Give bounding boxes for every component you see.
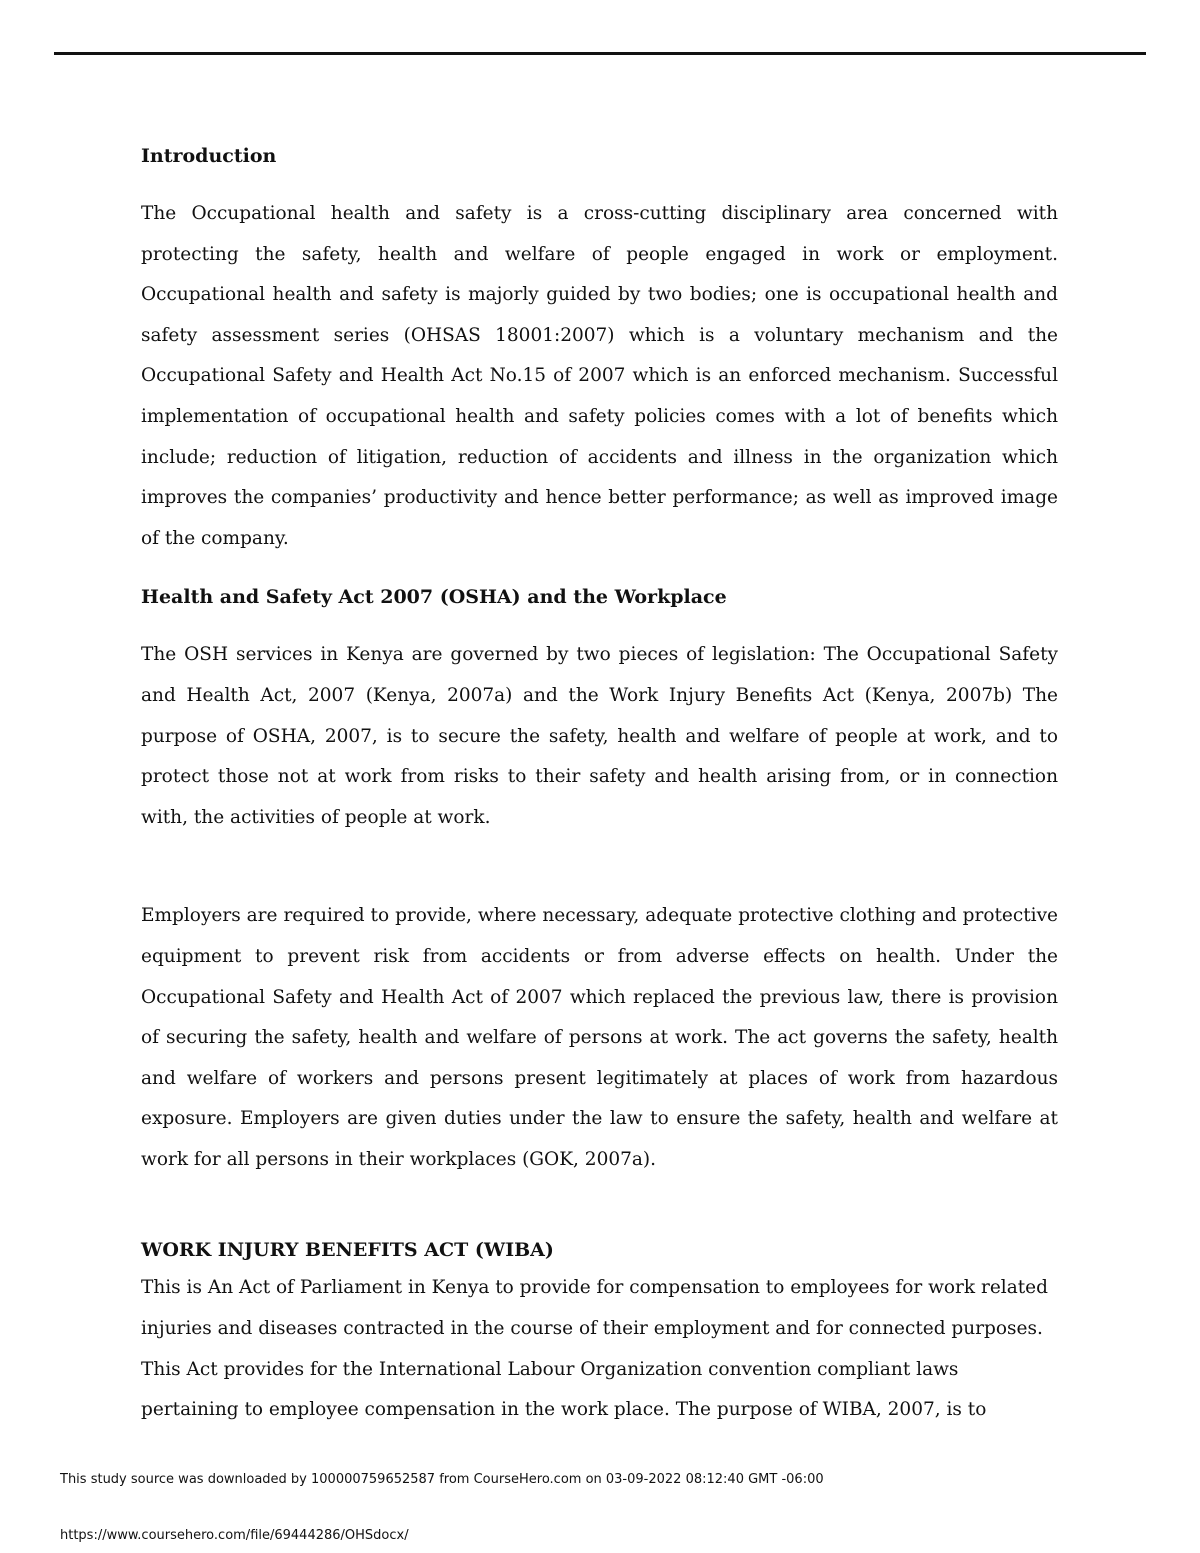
paragraph-employers: Employers are required to provide, where necessary, adequate protective clothing and protective equipment to prevent risk from accidents or from adverse effects on health. Under the Occupational Safety and Health Act of 2007 which replaced the previous law, there is provision of securing the safety, health and welfare of persons at work. The act governs the safety, health and welfare of workers and persons present legitimately at places of work from hazardous exposure. Employers are given duties under the law to ensure the safety, health and welfare at work for all persons in their workplaces (GOK, 2007a).	[141, 905, 1058, 1170]
heading-osha: Health and Safety Act 2007 (OSHA) and the Workplace	[141, 586, 727, 609]
top-rule	[54, 52, 1146, 55]
paragraph-osh-services: The OSH services in Kenya are governed by two pieces of legislation: The Occupational Safety and Health Act, 2007 (Kenya, 2007a) and the Work Injury Benefits Act (Kenya, 2007b) The purpose of OSHA, 2007, is to secure the safety, health and welfare of people at work, and to protect those not at work from risks to their safety and health arising from, or in connection with, the activities of people at work.	[141, 644, 1058, 828]
paragraph-wiba: This is An Act of Parliament in Kenya to provide for compensation to employees for work related injuries and diseases contracted in the course of their employment and for connected purposes. This Act provides for the International Labour Organization convention compliant laws pertaining to employee compensation in the work place. The purpose of WIBA, 2007, is to	[141, 1277, 1048, 1421]
heading-introduction: Introduction	[141, 145, 277, 167]
footer-source-note: This study source was downloaded by 100000759652587 from CourseHero.com on 03-09-2022 08:12:40 GMT -06:00	[60, 1472, 824, 1487]
document-body	[141, 138, 1058, 1431]
heading-wiba: WORK INJURY BENEFITS ACT (WIBA)	[141, 1239, 554, 1262]
footer-url-link[interactable]: https://www.coursehero.com/file/69444286/OHSdocx/	[60, 1528, 409, 1543]
paragraph-introduction: The Occupational health and safety is a cross-cutting disciplinary area concerned with protecting the safety, health and welfare of people engaged in work or employment. Occupational health and safety is majorly guided by two bodies; one is occupational health and safety assessment series (OHSAS 18001:2007) which is a voluntary mechanism and the Occupational Safety and Health Act No.15 of 2007 which is an enforced mechanism. Successful implementation of occupational health and safety policies comes with a lot of benefits which include; reduction of litigation, reduction of accidents and illness in the organization which improves the companies’ productivity and hence better performance; as well as improved image of the company.	[141, 203, 1058, 549]
